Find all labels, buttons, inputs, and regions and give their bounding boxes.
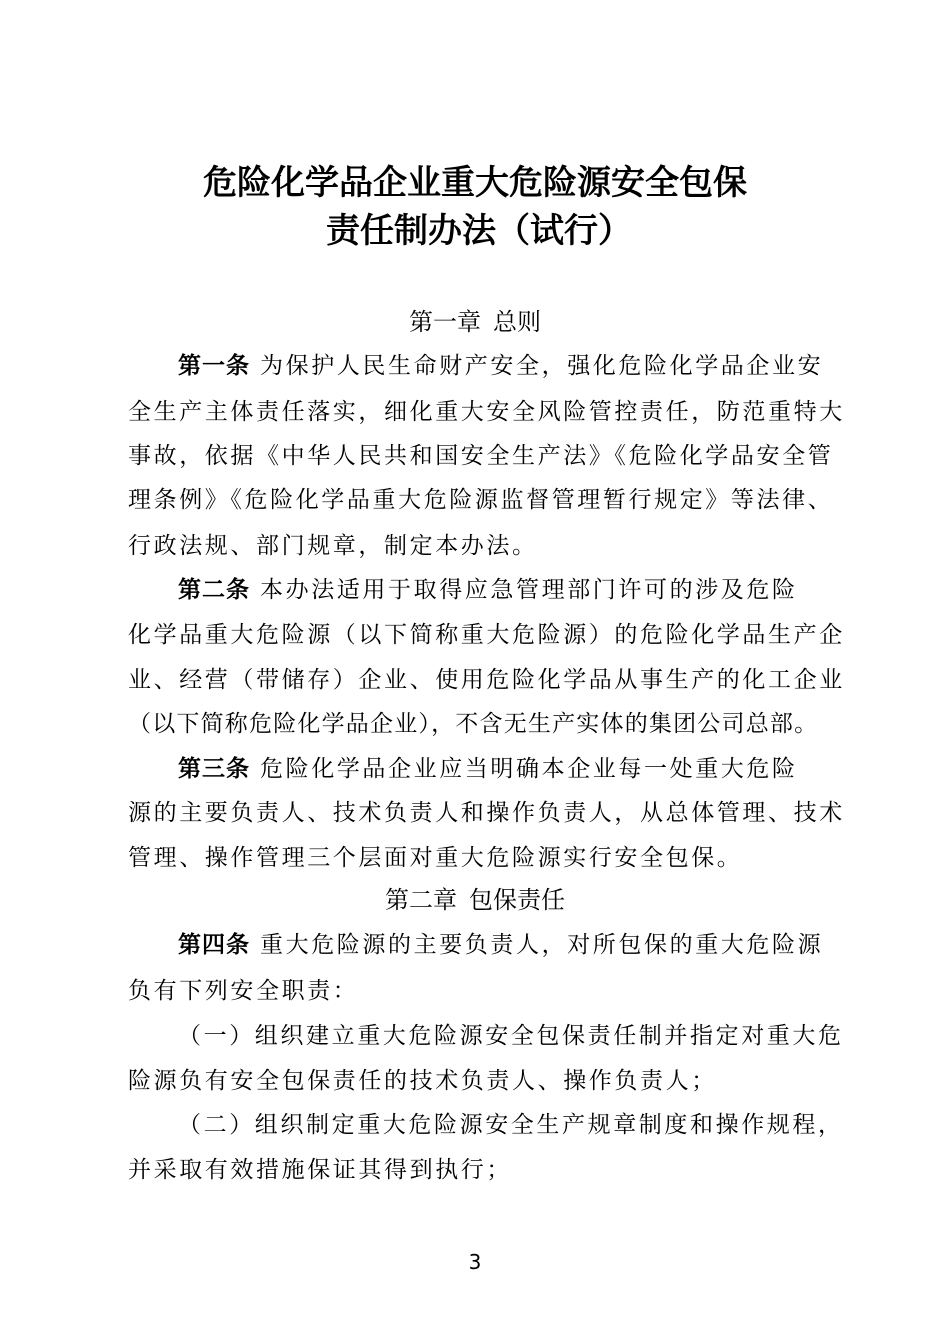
item-2-line-2: 并采取有效措施保证其得到执行； <box>128 1157 512 1183</box>
article-3-line-1 <box>178 753 828 785</box>
article-2-label: 第二条 <box>178 576 250 603</box>
chapter-1-label: 第一章 <box>409 308 481 336</box>
article-2-line-4: （以下简称危险化学品企业），不含无生产实体的集团公司总部。 <box>128 711 819 737</box>
chapter-2-name: 包保责任 <box>469 886 565 914</box>
article-3-label: 第三条 <box>178 755 250 782</box>
article-1-text: 为保护人民生命财产安全，强化危险化学品企业安 <box>260 353 824 379</box>
document-title-line-2: 责任制办法（试行） <box>326 211 632 251</box>
chapter-2-heading <box>0 884 950 916</box>
article-3-text: 危险化学品企业应当明确本企业每一处重大危险 <box>260 756 798 782</box>
article-1-line-4: 理条例》《危险化学品重大危险源监督管理暂行规定》等法律、 <box>128 487 834 513</box>
article-2-line-1 <box>178 574 828 606</box>
article-1-line-2: 全生产主体责任落实，细化重大安全风险管控责任，防范重特大 <box>128 399 845 425</box>
article-4-line-1 <box>178 929 828 961</box>
article-2-line-3: 业、经营（带储存）企业、使用危险化学品从事生产的化工企业 <box>128 667 845 693</box>
chapter-1-heading <box>0 306 950 338</box>
article-3-line-2: 源的主要负责人、技术负责人和操作负责人，从总体管理、技术 <box>128 800 845 826</box>
item-2-line-1: （二）组织制定重大危险源安全生产规章制度和操作规程， <box>178 1112 844 1138</box>
page-number: 3 <box>468 1250 482 1274</box>
article-4-text: 重大危险源的主要负责人，对所包保的重大危险源 <box>260 932 824 958</box>
document-title-line-1: 危险化学品企业重大危险源安全包保 <box>203 163 747 203</box>
article-2-line-2: 化学品重大危险源（以下简称重大危险源）的危险化学品生产企 <box>128 622 845 648</box>
article-2-text: 本办法适用于取得应急管理部门许可的涉及危险 <box>260 577 798 603</box>
chapter-2-label: 第二章 <box>385 886 457 914</box>
article-1-line-1 <box>178 350 828 382</box>
item-1-line-2: 险源负有安全包保责任的技术负责人、操作负责人； <box>128 1068 717 1094</box>
article-4-label: 第四条 <box>178 931 250 958</box>
article-4-line-2: 负有下列安全职责： <box>128 978 359 1004</box>
article-3-line-3: 管理、操作管理三个层面对重大危险源实行安全包保。 <box>128 845 743 871</box>
article-1-label: 第一条 <box>178 352 250 379</box>
article-1-line-3: 事故，依据《中华人民共和国安全生产法》《危险化学品安全管 <box>128 443 834 469</box>
item-1-line-1: （一）组织建立重大危险源安全包保责任制并指定对重大危 <box>178 1023 844 1049</box>
chapter-1-name: 总则 <box>493 308 541 336</box>
article-1-line-5: 行政法规、部门规章，制定本办法。 <box>128 533 538 559</box>
